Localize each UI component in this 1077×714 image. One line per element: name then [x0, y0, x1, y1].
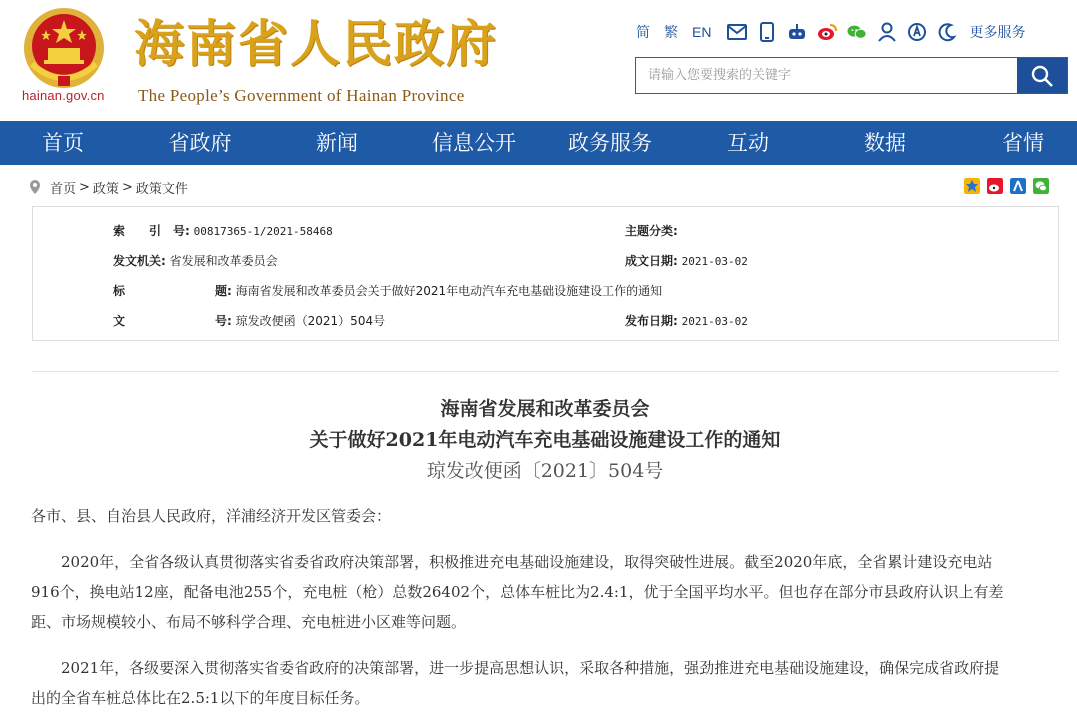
mobile-icon[interactable]: [757, 22, 777, 42]
created-date-row: [625, 253, 748, 269]
issuer-value: 省发展和改革委员会: [169, 254, 278, 268]
top-links: [636, 22, 1025, 42]
nav-item-news[interactable]: 新闻: [316, 131, 358, 155]
search-input[interactable]: [636, 58, 1017, 93]
docno-label-second: 号:: [215, 314, 232, 328]
main-nav: [0, 121, 1077, 165]
location-pin-icon: [30, 180, 40, 194]
created-date-value: 2021-03-02: [681, 255, 748, 268]
category-label: 主题分类:: [625, 224, 678, 238]
breadcrumb-policy-docs[interactable]: 政策文件: [135, 181, 188, 197]
nav-item-government[interactable]: 省政府: [168, 131, 232, 155]
title-value: 海南省发展和改革委员会关于做好2021年电动汽车充电基础设施建设工作的通知: [235, 284, 663, 298]
nav-item-data[interactable]: 数据: [864, 131, 906, 155]
doc-paragraph-2-line-2: 出的全省车桩总体比在2.5:1以下的年度目标任务。: [31, 689, 370, 707]
doc-paragraph-2-line-1: 2021年，各级要深入贯彻落实省委省政府的决策部署，进一步提高思想认识，采取各种措施，强劲推进充电基础设施建设，确保完成省政府提: [31, 659, 1000, 677]
breadcrumb-separator: >: [121, 179, 133, 195]
site-domain: hainan.gov.cn: [22, 88, 105, 103]
nav-item-home[interactable]: 首页: [42, 131, 84, 155]
doc-paragraph-1-line-1: 2020年，全省各级认真贯彻落实省委省政府决策部署，积极推进充电基础设施建设，取得突破性进展。截至2020年底，全省累计建设充电站: [31, 553, 993, 571]
docno-row: [113, 313, 125, 329]
user-icon[interactable]: [877, 22, 897, 42]
published-date-row: [625, 313, 748, 329]
qzone-share-icon[interactable]: [964, 178, 980, 194]
issuer-row: [113, 253, 278, 269]
doc-issuer-heading: 海南省发展和改革委员会: [440, 398, 650, 420]
wechat-share-icon[interactable]: [1033, 178, 1049, 194]
accessibility-icon[interactable]: [907, 22, 927, 42]
renren-share-icon[interactable]: [1010, 178, 1026, 194]
nav-item-gov-services[interactable]: 政务服务: [568, 131, 652, 155]
breadcrumb: [30, 178, 188, 196]
breadcrumb-policy[interactable]: 政策: [92, 181, 119, 197]
breadcrumb-separator: >: [79, 179, 90, 195]
lang-traditional-link[interactable]: 繁: [664, 25, 678, 41]
docno-row-value: [215, 313, 385, 329]
share-bar: [964, 178, 1056, 194]
lang-simplified-link[interactable]: 简: [636, 25, 650, 41]
lang-english-link[interactable]: EN: [692, 24, 712, 40]
title-row-value: [215, 283, 662, 299]
doc-title-heading: 关于做好2021年电动汽车充电基础设施建设工作的通知: [309, 429, 781, 451]
index-number-label: 索 引 号:: [113, 224, 190, 238]
category-row: [625, 223, 678, 239]
national-emblem-icon[interactable]: [22, 6, 106, 90]
doc-paragraph-1-line-2: 916个，换电站12座，配备电池255个，充电桩（枪）总数26402个，总体车桩比为2.4:1，优于全国平均水平。但也存在部分市县政府认识上有差: [31, 583, 1004, 601]
nav-item-info-disclosure[interactable]: 信息公开: [432, 131, 516, 155]
published-date-value: 2021-03-02: [681, 315, 748, 328]
site-title[interactable]: 海南省人民政府: [134, 14, 498, 73]
robot-icon[interactable]: [787, 22, 807, 42]
search-button[interactable]: [1017, 58, 1067, 93]
breadcrumb-home[interactable]: 首页: [50, 181, 77, 197]
index-number-row: [113, 223, 333, 239]
search-icon: [1030, 64, 1054, 88]
site-subtitle: The People’s Government of Hainan Province: [138, 86, 465, 105]
weibo-icon[interactable]: [817, 22, 837, 42]
nav-item-province-info[interactable]: 省情: [1002, 131, 1044, 155]
elderly-mode-icon[interactable]: [937, 22, 957, 42]
mail-icon[interactable]: [727, 22, 747, 42]
doc-salutation: 各市、县、自治县人民政府，洋浦经济开发区管委会：: [31, 507, 392, 525]
document-info-box: [32, 206, 1059, 341]
doc-number-heading: 琼发改便函〔2021〕504号: [426, 460, 664, 482]
title-label-second: 题:: [215, 284, 232, 298]
nav-item-interaction[interactable]: 互动: [727, 131, 769, 155]
title-row: [113, 283, 125, 299]
weibo-share-icon[interactable]: [987, 178, 1003, 194]
created-date-label: 成文日期:: [625, 254, 678, 268]
docno-value: 琼发改便函（2021）504号: [235, 314, 386, 328]
search-box: [635, 57, 1068, 94]
index-number-value: 00817365-1/2021-58468: [193, 225, 333, 238]
section-divider: [32, 371, 1059, 372]
more-services-link[interactable]: 更多服务: [969, 25, 1026, 41]
issuer-label: 发文机关:: [113, 254, 166, 268]
doc-paragraph-1-line-3: 距、市场规模较小、布局不够科学合理、充电桩进小区难等问题。: [31, 613, 467, 631]
title-label-first: 标: [113, 284, 126, 298]
docno-label-first: 文: [113, 314, 126, 328]
wechat-icon[interactable]: [847, 22, 867, 42]
published-date-label: 发布日期:: [625, 314, 678, 328]
site-header: [0, 0, 1077, 121]
